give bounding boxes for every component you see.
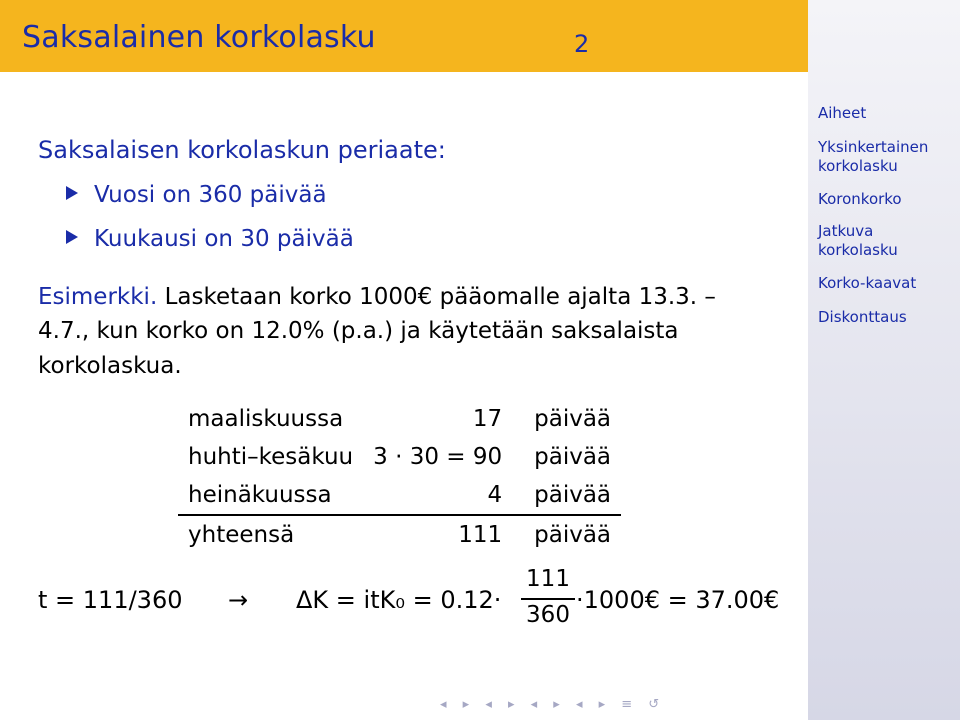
formula-result: ·1000€ = 37.00€ <box>576 586 780 614</box>
example-text-line2: 4.7., kun korko on 12.0% (p.a.) ja käytetään saksalaista <box>38 318 679 344</box>
sidebar-item-aiheet[interactable]: Aiheet <box>818 104 867 122</box>
example-label: Esimerkki. <box>38 284 158 310</box>
table-row <box>178 400 621 438</box>
row-value: 17 <box>472 406 503 432</box>
total-unit: päivää <box>524 515 621 554</box>
sidebar-item-koronkorko[interactable]: Koronkorko <box>818 190 902 208</box>
section-heading: Saksalaisen korkolaskun periaate: <box>38 136 446 164</box>
row-value: 3 · 30 = 90 <box>373 444 503 470</box>
sidebar-navigation <box>808 0 960 720</box>
row-label: heinäkuussa <box>188 482 332 508</box>
page-number: 2 <box>574 30 590 58</box>
bullet-item <box>66 226 354 252</box>
sidebar-item-jatkuva-korkolasku[interactable]: Jatkuva korkolasku <box>818 222 898 259</box>
fraction-bar <box>521 598 575 600</box>
days-table <box>178 400 621 554</box>
row-unit: päivää <box>534 444 612 470</box>
sidebar-item-yksinkertainen-korkolasku[interactable]: Yksinkertainen korkolasku <box>818 138 929 175</box>
frame-title: Saksalainen korkolasku <box>22 20 376 55</box>
example-text-line3: korkolaskua. <box>38 353 182 379</box>
total-label: yhteensä <box>178 515 363 554</box>
table-row <box>178 438 621 476</box>
formula-t: t = 111/360 <box>38 586 183 614</box>
sidebar-item-korko-kaavat[interactable]: Korko-kaavat <box>818 274 917 292</box>
beamer-navigation-icons[interactable]: ◂ ▸ ◂ ▸ ◂ ▸ ◂ ▸ ≡ ↺ <box>440 697 666 712</box>
bullet-triangle-icon <box>66 186 78 200</box>
fraction-denominator: 360 <box>526 602 570 628</box>
fraction-111-360 <box>521 566 575 628</box>
example-line <box>38 284 716 310</box>
bullet-triangle-icon <box>66 230 78 244</box>
implies-arrow: → <box>228 586 249 614</box>
bullet-item <box>66 182 327 208</box>
row-label: huhti–kesäkuu <box>188 444 354 470</box>
table-row <box>178 476 621 515</box>
sidebar-item-diskonttaus[interactable]: Diskonttaus <box>818 308 907 326</box>
bullet-text: Kuukausi on 30 päivää <box>94 226 354 252</box>
formula-delta-k: ΔK = itK₀ = 0.12· <box>296 586 502 614</box>
total-value: 111 <box>363 515 524 554</box>
fraction-numerator: 111 <box>526 566 570 592</box>
bullet-text: Vuosi on 360 päivää <box>94 182 327 208</box>
row-unit: päivää <box>534 482 612 508</box>
row-label: maaliskuussa <box>188 406 344 432</box>
row-unit: päivää <box>534 406 612 432</box>
example-text-line1: Lasketaan korko 1000€ pääomalle ajalta 13.3. – <box>164 284 716 310</box>
table-total-row <box>178 515 621 554</box>
row-value: 4 <box>487 482 503 508</box>
